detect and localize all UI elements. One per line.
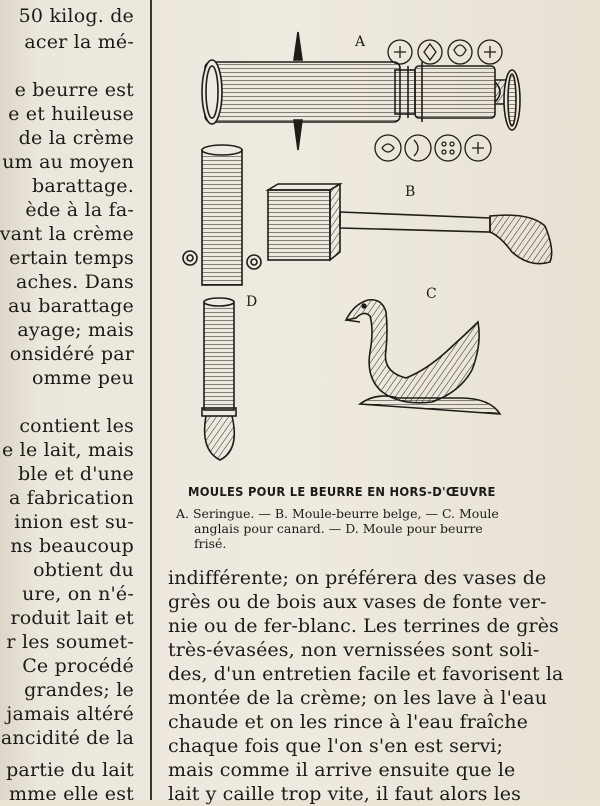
left-line: ertain temps	[9, 247, 134, 269]
legend-line: anglais pour canard. — D. Moule pour beurre	[194, 521, 483, 536]
left-line: ancidité de la	[0, 727, 134, 749]
legend-line: A. Seringue. — B. Moule-beurre belge, — C. Moule	[176, 506, 499, 521]
body-line: des, d'un entretien facile et favorisent la	[168, 663, 564, 685]
figure-legend	[176, 506, 576, 551]
left-line: au barattage	[8, 295, 134, 317]
left-line: inion est su-	[14, 511, 134, 533]
left-line: roduit lait et	[10, 607, 134, 629]
left-text-column	[0, 0, 148, 800]
left-line: acer la mé-	[24, 31, 134, 53]
stamp-patterns-top	[388, 40, 502, 64]
label-b: B	[405, 184, 416, 200]
label-d: D	[246, 294, 258, 310]
body-line: chaude et on les rince à l'eau fraîche	[168, 711, 528, 733]
left-line: r les soumet-	[6, 631, 134, 653]
left-line: ayage; mais	[17, 319, 134, 341]
left-line: contient les	[19, 415, 134, 437]
left-line: e et huileuse	[8, 103, 134, 125]
left-line: barattage.	[32, 175, 134, 197]
figure-illustration	[160, 0, 600, 480]
left-line: mme elle est	[8, 783, 134, 800]
left-line: vant la crème	[0, 223, 134, 245]
figure-title: MOULES POUR LE BEURRE EN HORS-D'ŒUVRE	[188, 484, 496, 499]
left-line: ure, on n'é-	[22, 583, 134, 605]
column-rule	[150, 0, 152, 800]
left-line: omme peu	[32, 367, 134, 389]
left-line: e beurre est	[14, 79, 134, 101]
left-line: onsidéré par	[9, 343, 134, 365]
left-line: ble et d'une	[18, 463, 134, 485]
label-a: A	[355, 34, 366, 50]
body-line: chaque fois que l'on s'en est servi;	[168, 735, 503, 757]
left-line: e le lait, mais	[1, 439, 134, 461]
left-line: jamais altéré	[6, 703, 134, 725]
body-line: nie ou de fer-blanc. Les terrines de grès	[168, 615, 559, 637]
body-line: lait y caille trop vite, il faut alors les	[168, 783, 521, 805]
left-line: Ce procédé	[22, 655, 134, 677]
left-line: aches. Dans	[15, 271, 134, 293]
left-line: ns beaucoup	[10, 535, 134, 557]
left-line: de la crème	[18, 127, 134, 149]
stamp-patterns-bottom	[375, 135, 491, 161]
body-line: montée de la crème; on les lave à l'eau	[168, 687, 548, 709]
left-line: 50 kilog. de	[18, 5, 134, 27]
body-line: très-évasées, non vernissées sont soli-	[168, 639, 540, 661]
left-line: grandes; le	[24, 679, 134, 701]
body-line: indifférente; on préférera des vases de	[168, 567, 547, 589]
body-line: mais comme il arrive ensuite que le	[168, 759, 516, 781]
body-line: grès ou de bois aux vases de fonte ver-	[168, 591, 547, 613]
legend-line: frisé.	[194, 536, 227, 551]
label-c: C	[426, 286, 437, 302]
left-line: obtient du	[33, 559, 134, 581]
left-line: um au moyen	[2, 151, 134, 173]
butter-molds-engraving	[160, 0, 600, 480]
left-line: ède à la fa-	[25, 199, 134, 221]
swan-mold-c	[346, 300, 500, 414]
left-line: partie du lait	[6, 759, 134, 781]
left-line: a fabrication	[8, 487, 134, 509]
